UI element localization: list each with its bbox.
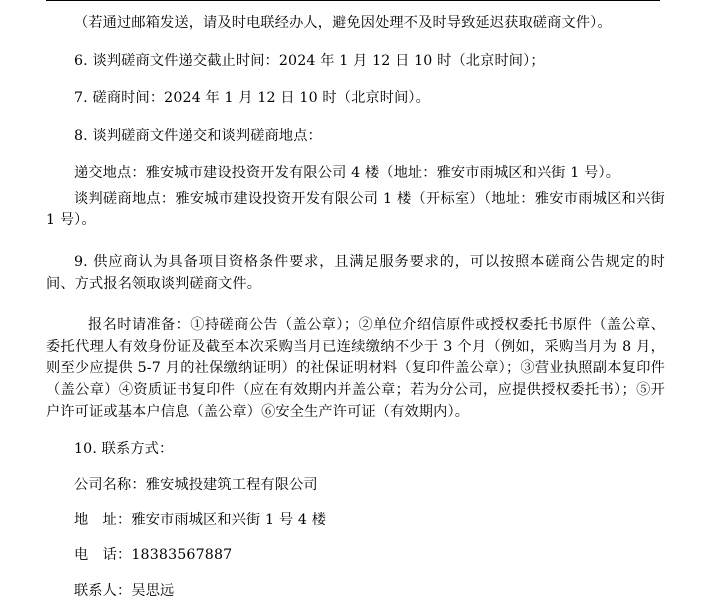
paragraph-mail-note: （若通过邮箱发送，请及时电联经办人，避免因处理不及时导致延迟获取磋商文件）。 — [74, 15, 612, 31]
paragraph-item-7: 7. 磋商时间：2024 年 1 月 12 日 10 时（北京时间）。 — [74, 90, 431, 107]
contact-company — [46, 475, 665, 496]
contact-person-label: 联系人： — [74, 582, 132, 599]
paragraph-item-6: 6. 谈判磋商文件递交截止时间：2024 年 1 月 12 日 10 时（北京时间）； — [74, 52, 545, 69]
contact-address-label: 地 址： — [74, 511, 132, 528]
contact-phone-label: 电 话： — [74, 547, 132, 564]
paragraph-item-8: 8. 谈判磋商文件递交和谈判磋商地点： — [74, 127, 322, 144]
document-body — [46, 0, 665, 602]
contact-person-value: 吴思远 — [131, 582, 175, 599]
contact-company-label: 公司名称： — [74, 476, 146, 493]
contact-address — [46, 510, 665, 531]
paragraph-item-10: 10. 联系方式： — [74, 441, 174, 458]
paragraph-item-8-negotiation: 谈判磋商地点：雅安城市建设投资开发有限公司 1 楼（开标室）（地址：雅安市雨城区和兴街 1 号）。 — [46, 190, 665, 229]
paragraph-item-8-delivery: 递交地点：雅安城市建设投资开发有限公司 4 楼（地址：雅安市雨城区和兴街 1 号）。 — [74, 165, 621, 182]
contact-phone — [46, 545, 665, 566]
header-divider — [46, 0, 660, 1]
paragraph-item-9-materials: 报名时请准备：①持磋商公告（盖公章）；②单位介绍信原件或授权委托书原件（盖公章、委托代理人有效身份证及截至本次采购当月已连续缴纳不少于 3 个月（例如，采购当月为 8 月，则至少应提供 5-7 月的社保缴纳证明）的社保证明材料（复印件盖公章）；③营业执照副本复印件（盖公章）④资质证书复印件（应在有效期内并盖公章；若为分公司，应提供授权委托书）；⑤开户许可证或基本户信息（盖公章）⑥安全生产许可证（有效期内）。 — [46, 317, 665, 420]
contact-person — [46, 581, 665, 602]
paragraph-item-9: 9. 供应商认为具备项目资格条件要求，且满足服务要求的，可以按照本磋商公告规定的时间、方式报名领取谈判磋商文件。 — [46, 254, 665, 292]
contact-address-value: 雅安市雨城区和兴街 1 号 4 楼 — [131, 511, 327, 528]
contact-phone-value: 18383567887 — [131, 547, 233, 564]
contact-company-value: 雅安城投建筑工程有限公司 — [145, 476, 318, 493]
